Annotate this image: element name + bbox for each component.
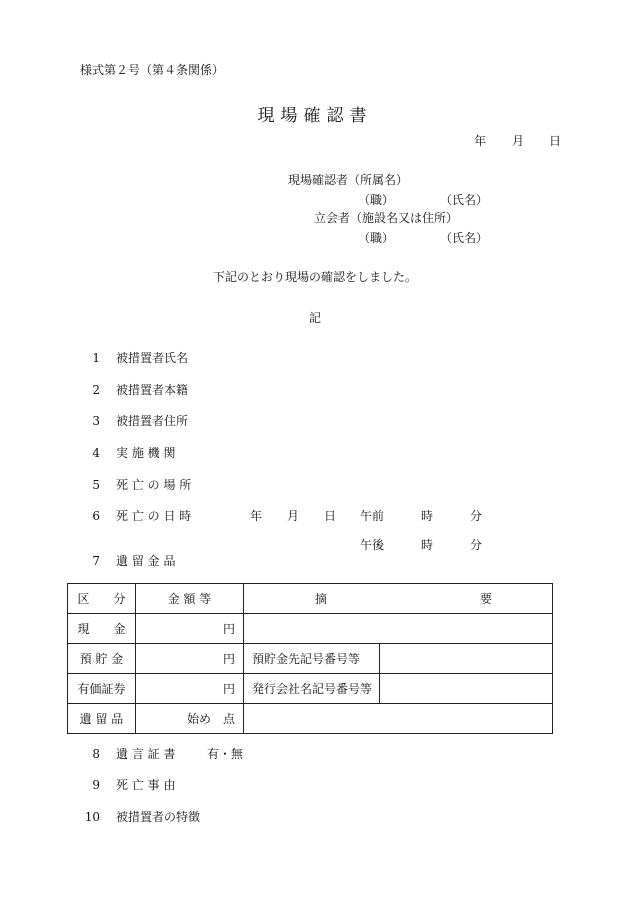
item-number: 3 — [92, 414, 100, 428]
death-hour-label: 時 — [421, 509, 434, 523]
table-row — [68, 644, 553, 674]
will-presence-label: 有・無 — [207, 747, 244, 761]
row-savings-amount[interactable]: 円 — [136, 644, 244, 674]
row-savings-note-label: 預貯金先記号番号等 — [244, 644, 380, 674]
table-header-row — [68, 584, 553, 614]
confirmer-affiliation-label: 現場確認者（所属名） — [288, 173, 409, 187]
item-label-belongings: 遺 留 金 品 — [116, 554, 176, 568]
death-am-label: 午前 — [360, 509, 385, 523]
header-tekiyo: 摘 — [314, 592, 327, 606]
table-row — [68, 704, 553, 734]
item-label-death-datetime: 死 亡 の 日 時 — [116, 509, 192, 523]
header-category: 区 分 — [68, 584, 136, 614]
witness-post-label: （職） — [358, 231, 395, 245]
statement: 下記のとおり現場の確認をしました。 — [212, 270, 417, 284]
death-hour-label-pm: 時 — [421, 538, 434, 552]
table-row — [68, 674, 553, 704]
item-number: 1 — [92, 351, 100, 365]
page-title: 現場確認書 — [257, 106, 373, 126]
item-number: 4 — [92, 446, 100, 460]
item-label-domicile: 被措置者本籍 — [116, 383, 189, 397]
item-number: 8 — [92, 747, 100, 761]
form-number: 様式第２号（第４条関係） — [80, 63, 225, 77]
date-year-label: 年 — [474, 134, 487, 148]
confirmer-post-label: （職） — [358, 193, 395, 207]
death-minute-label-pm: 分 — [470, 538, 483, 552]
item-label-subject-name: 被措置者氏名 — [116, 351, 189, 365]
row-securities-label: 有価証券 — [68, 674, 136, 704]
item-label-death-cause: 死 亡 事 由 — [116, 778, 176, 792]
item-number: 7 — [92, 554, 100, 568]
death-day-label: 日 — [324, 509, 337, 523]
row-cash-note[interactable] — [244, 614, 553, 644]
row-securities-note-value[interactable] — [380, 674, 553, 704]
header-amount: 金 額 等 — [136, 584, 244, 614]
row-savings-note-value[interactable] — [380, 644, 553, 674]
death-pm-label: 午後 — [360, 538, 385, 552]
death-month-label: 月 — [287, 509, 300, 523]
row-securities-amount[interactable]: 円 — [136, 674, 244, 704]
row-securities-note-label: 発行会社名記号番号等 — [244, 674, 380, 704]
belongings-table — [67, 583, 553, 734]
header-yo: 要 — [479, 592, 492, 606]
table-row — [68, 614, 553, 644]
header-summary — [244, 584, 553, 614]
item-number: 6 — [92, 509, 100, 523]
row-savings-label: 預 貯 金 — [68, 644, 136, 674]
item-label-features: 被措置者の特徴 — [116, 810, 201, 824]
death-minute-label: 分 — [470, 509, 483, 523]
death-year-label: 年 — [250, 509, 263, 523]
confirmer-name-label: （氏名） — [440, 193, 489, 207]
date-day-label: 日 — [549, 134, 562, 148]
item-number: 2 — [92, 383, 100, 397]
witness-name-label: （氏名） — [440, 231, 489, 245]
row-cash-label: 現 金 — [68, 614, 136, 644]
date-month-label: 月 — [512, 134, 525, 148]
row-items-note[interactable] — [244, 704, 553, 734]
row-cash-amount[interactable]: 円 — [136, 614, 244, 644]
row-items-label: 遺 留 品 — [68, 704, 136, 734]
ki-heading: 記 — [308, 311, 321, 325]
item-number: 9 — [92, 778, 100, 792]
witness-facility-label: 立会者（施設名又は住所） — [314, 211, 459, 225]
item-label-death-place: 死 亡 の 場 所 — [116, 478, 192, 492]
row-items-count[interactable]: 始め 点 — [136, 704, 244, 734]
item-number: 5 — [92, 478, 100, 492]
item-label-agency: 実 施 機 関 — [116, 446, 176, 460]
item-label-address: 被措置者住所 — [116, 414, 189, 428]
item-label-will: 遺 言 証 書 — [116, 747, 176, 761]
item-number: 10 — [84, 810, 100, 824]
